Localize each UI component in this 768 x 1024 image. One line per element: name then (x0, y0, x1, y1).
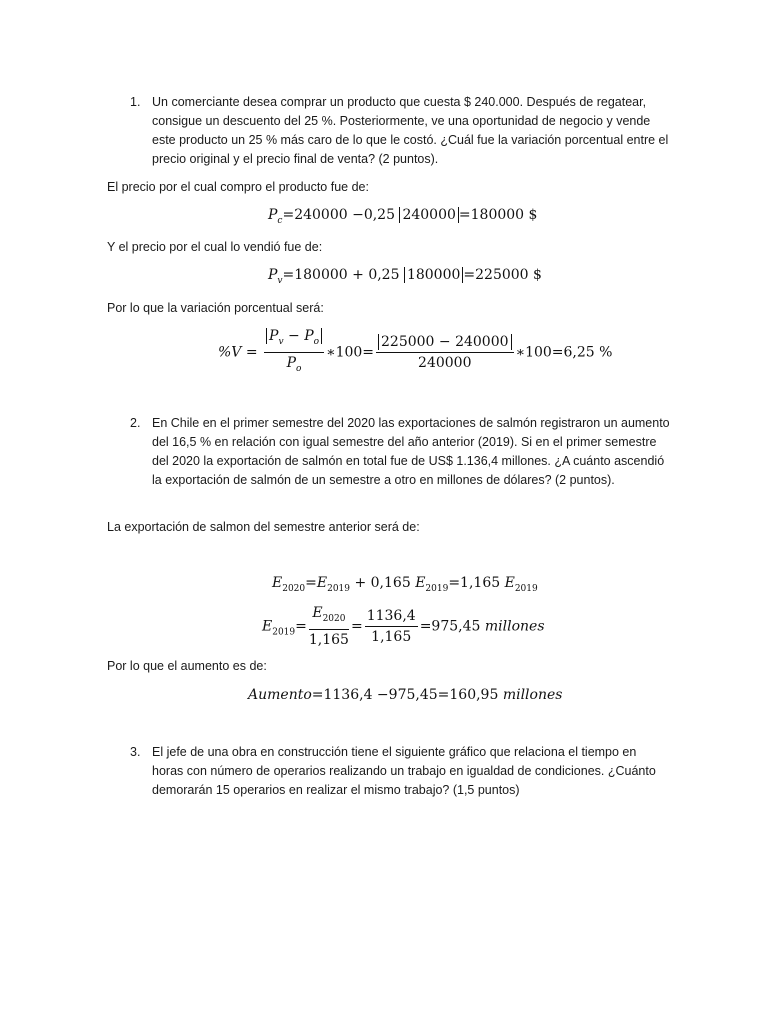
eq-unit: millones (502, 687, 563, 703)
eq-var: P (304, 328, 314, 344)
intro-purchase-price: El precio por el cual compro el producto fue de: (107, 180, 369, 194)
fraction-3 (309, 604, 349, 649)
eq-result: =225000 $ (463, 267, 542, 283)
eq-part: + 0,165 (350, 575, 416, 591)
eq-abs: 180000 (404, 267, 463, 283)
eq-op: − (283, 328, 305, 344)
eq-sub: 2019 (514, 584, 538, 594)
question-2 (130, 414, 670, 490)
eq-var: E (504, 575, 515, 591)
eq-lhs: Aumento (248, 687, 312, 703)
eq-denominator: 1,165 (308, 632, 349, 648)
equation-sale-price (268, 265, 542, 291)
eq-lhs: %V = (218, 344, 258, 361)
question-number: 3. (130, 745, 141, 759)
eq-unit: millones (484, 618, 545, 635)
eq-sub: o (313, 337, 320, 347)
eq-sub: o (296, 364, 302, 374)
eq-result: =1136,4 −975,45=160,95 (311, 687, 503, 703)
eq-var: E (415, 575, 426, 591)
eq-sub: 2019 (272, 627, 296, 638)
eq-result: ∗100=6,25 % (515, 344, 613, 361)
intro-previous-export: La exportación de salmon del semestre anterior será de: (107, 520, 420, 534)
equation-increase (248, 685, 562, 705)
question-1 (130, 93, 670, 169)
eq-var: E (262, 618, 273, 635)
equation-purchase-price (268, 205, 537, 231)
equation-export-2019: $E_{2019}=$ $\frac{E_{2020}}{1,165}$ = $\frac{1136,4}{1,165}$ =975,45 millones (262, 605, 545, 648)
eq-abs: 240000 (399, 207, 458, 223)
question-number: 2. (130, 416, 141, 430)
eq-sub: 2019 (425, 584, 449, 594)
eq-var: P (268, 207, 278, 223)
eq-var: E (316, 575, 328, 591)
eq-sub: v (278, 337, 284, 347)
fraction-2 (376, 333, 514, 372)
eq-sub: v (277, 276, 283, 286)
equation-export-growth: $E_{2020}=E_{2019} + 0,165$ $E_{2019}=1,165$ $E_{2019}$ (272, 575, 538, 594)
question-text: El jefe de una obra en construcción tiene el siguiente gráfico que relaciona el tiempo en horas con número de operarios realizando un trabajo en igualdad de condiciones. ¿Cuánto demorarán 15 operarios en realizar el mismo trabajo? (1,5 puntos) (152, 745, 656, 797)
fraction-4 (365, 607, 418, 646)
eq-result: =975,45 (419, 618, 481, 635)
question-text: En Chile en el primer semestre del 2020 las exportaciones de salmón registraron un aumento del 16,5 % en relación con igual semestre del año anterior (2019). Si en el primer semestre del 2020 la exportación de salmón en total fue de US$ 1.136,4 millones. ¿A cuánto ascendió la exportación de salmón de un semestre a otro en millones de dólares? (2 puntos). (152, 416, 670, 487)
eq-denominator: 1,165 (371, 629, 412, 645)
fraction-1 (264, 327, 324, 378)
eq-sub: c (277, 216, 283, 226)
eq-part: =240000 −0,25 (282, 207, 395, 223)
eq-part: =180000 + 0,25 (282, 267, 400, 283)
eq-sub: 2020 (322, 614, 346, 624)
intro-variation: Por lo que la variación porcentual será: (107, 301, 324, 315)
intro-sale-price: Y el precio por el cual lo vendió fue de: (107, 240, 323, 254)
question-text: Un comerciante desea comprar un producto que cuesta $ 240.000. Después de regatear, consigue un descuento del 25 %. Posteriormente, ve una oportunidad de negocio y vende este producto un 25 % más caro de lo que le costó. ¿Cuál fue la variación porcentual entre el precio original y el precio final de venta? (2 puntos). (152, 95, 669, 166)
intro-increase: Por lo que el aumento es de: (107, 659, 267, 673)
eq-sub: 2019 (327, 584, 351, 594)
eq-numerator: 1136,4 (365, 607, 418, 627)
eq-var: P (268, 267, 278, 283)
eq-sub: 2020 (282, 584, 306, 594)
eq-numerator: 225000 − 240000 (378, 334, 512, 350)
eq-denominator: 240000 (418, 355, 472, 371)
eq-result: =180000 $ (458, 207, 538, 223)
equation-variation (218, 327, 612, 378)
eq-var: P (286, 355, 297, 371)
question-number: 1. (130, 95, 141, 109)
eq-var: E (312, 605, 323, 621)
eq-part: =1,165 (448, 575, 505, 591)
eq-var: P (269, 328, 279, 344)
eq-part: ∗100= (326, 344, 375, 361)
question-3 (130, 743, 670, 800)
eq-var: E (272, 575, 283, 591)
